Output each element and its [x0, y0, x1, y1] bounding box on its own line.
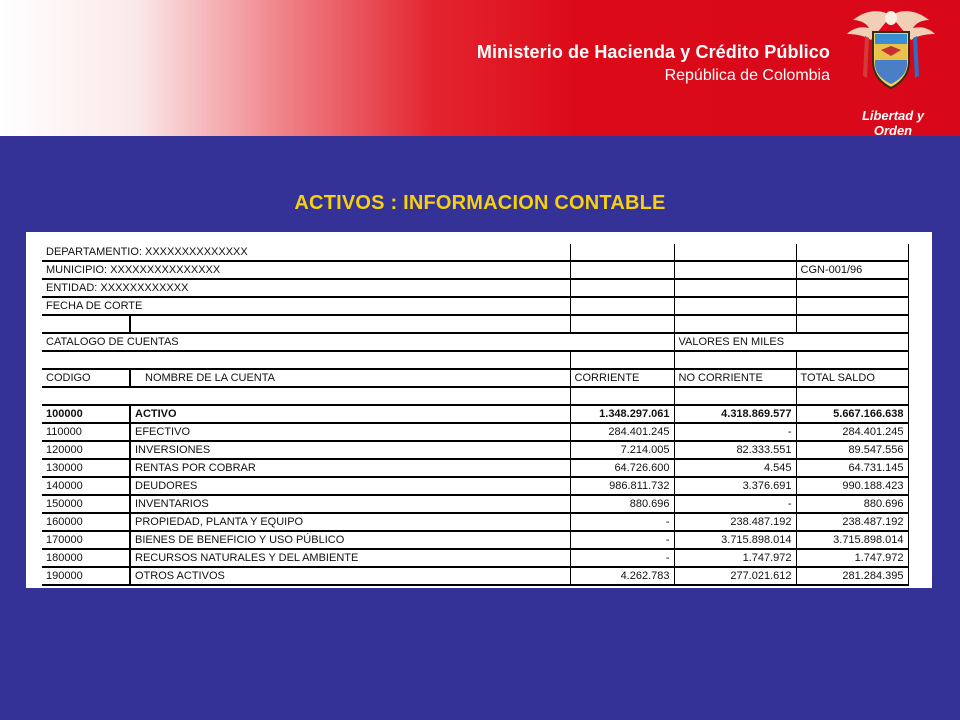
row-code: 180000	[42, 549, 130, 567]
row-total: 5.667.166.638	[796, 405, 908, 423]
table-row	[42, 567, 908, 585]
row-total: 64.731.145	[796, 459, 908, 477]
row-no-corriente: 1.747.972	[674, 549, 796, 567]
form-code: CGN-001/96	[796, 261, 908, 279]
ministry-block	[477, 42, 830, 85]
row-total: 238.487.192	[796, 513, 908, 531]
table-row	[42, 459, 908, 477]
info-row-fecha	[42, 297, 908, 315]
catalogo-label: CATALOGO DE CUENTAS	[42, 333, 674, 351]
row-name: RENTAS POR COBRAR	[130, 459, 570, 477]
row-no-corriente: 3.715.898.014	[674, 531, 796, 549]
table-row	[42, 441, 908, 459]
row-name: OTROS ACTIVOS	[130, 567, 570, 585]
header-no-corriente: NO CORRIENTE	[674, 369, 796, 387]
header-banner	[0, 0, 960, 136]
row-code: 120000	[42, 441, 130, 459]
row-corriente: -	[570, 549, 674, 567]
row-corriente: 64.726.600	[570, 459, 674, 477]
header-total: TOTAL SALDO	[796, 369, 908, 387]
row-total: 284.401.245	[796, 423, 908, 441]
row-no-corriente: 4.318.869.577	[674, 405, 796, 423]
catalog-row	[42, 333, 908, 351]
table-row	[42, 477, 908, 495]
row-name: ACTIVO	[130, 405, 570, 423]
spacer-row	[42, 387, 908, 405]
accounts-table	[42, 244, 909, 586]
row-total: 880.696	[796, 495, 908, 513]
row-corriente: 880.696	[570, 495, 674, 513]
row-total: 3.715.898.014	[796, 531, 908, 549]
row-code: 140000	[42, 477, 130, 495]
row-code: 100000	[42, 405, 130, 423]
row-code: 190000	[42, 567, 130, 585]
row-name: BIENES DE BENEFICIO Y USO PÚBLICO	[130, 531, 570, 549]
row-corriente: 1.348.297.061	[570, 405, 674, 423]
row-total: 281.284.395	[796, 567, 908, 585]
row-name: PROPIEDAD, PLANTA Y EQUIPO	[130, 513, 570, 531]
motto: Libertad y Orden	[861, 108, 925, 138]
row-code: 170000	[42, 531, 130, 549]
table-row	[42, 513, 908, 531]
table-row	[42, 531, 908, 549]
row-no-corriente: 238.487.192	[674, 513, 796, 531]
row-total: 1.747.972	[796, 549, 908, 567]
header-nombre: NOMBRE DE LA CUENTA	[130, 369, 570, 387]
row-no-corriente: 3.376.691	[674, 477, 796, 495]
row-corriente: 986.811.732	[570, 477, 674, 495]
row-code: 130000	[42, 459, 130, 477]
table-row	[42, 405, 908, 423]
table-row	[42, 549, 908, 567]
info-row-entidad	[42, 279, 908, 297]
row-corriente: 284.401.245	[570, 423, 674, 441]
row-name: INVENTARIOS	[130, 495, 570, 513]
row-code: 110000	[42, 423, 130, 441]
row-name: DEUDORES	[130, 477, 570, 495]
table-row	[42, 423, 908, 441]
info-row-departamento	[42, 244, 908, 261]
row-total: 990.188.423	[796, 477, 908, 495]
row-corriente: 7.214.005	[570, 441, 674, 459]
accounting-sheet	[26, 232, 932, 588]
row-name: RECURSOS NATURALES Y DEL AMBIENTE	[130, 549, 570, 567]
row-code: 150000	[42, 495, 130, 513]
info-row-municipio	[42, 261, 908, 279]
row-total: 89.547.556	[796, 441, 908, 459]
valores-label: VALORES EN MILES	[674, 333, 908, 351]
row-code: 160000	[42, 513, 130, 531]
row-no-corriente: -	[674, 423, 796, 441]
row-no-corriente: 82.333.551	[674, 441, 796, 459]
entidad-label: ENTIDAD: XXXXXXXXXXXX	[42, 279, 570, 297]
spacer-row	[42, 351, 908, 369]
country-name: República de Colombia	[664, 67, 830, 84]
table-row	[42, 495, 908, 513]
row-no-corriente: 277.021.612	[674, 567, 796, 585]
municipio-label: MUNICIPIO: XXXXXXXXXXXXXXX	[42, 261, 570, 279]
row-corriente: -	[570, 531, 674, 549]
row-corriente: -	[570, 513, 674, 531]
row-name: INVERSIONES	[130, 441, 570, 459]
header-corriente: CORRIENTE	[570, 369, 674, 387]
row-corriente: 4.262.783	[570, 567, 674, 585]
spacer-row	[42, 315, 908, 333]
coat-of-arms-icon	[843, 6, 939, 94]
departamento-label: DEPARTAMENTIO: XXXXXXXXXXXXXX	[42, 244, 570, 261]
row-name: EFECTIVO	[130, 423, 570, 441]
row-no-corriente: -	[674, 495, 796, 513]
ministry-name: Ministerio de Hacienda y Crédito Público	[476, 42, 830, 62]
column-header-row	[42, 369, 908, 387]
page-title: ACTIVOS : INFORMACION CONTABLE	[294, 192, 666, 214]
fecha-label: FECHA DE CORTE	[42, 297, 570, 315]
header-codigo: CODIGO	[42, 369, 130, 387]
row-no-corriente: 4.545	[674, 459, 796, 477]
